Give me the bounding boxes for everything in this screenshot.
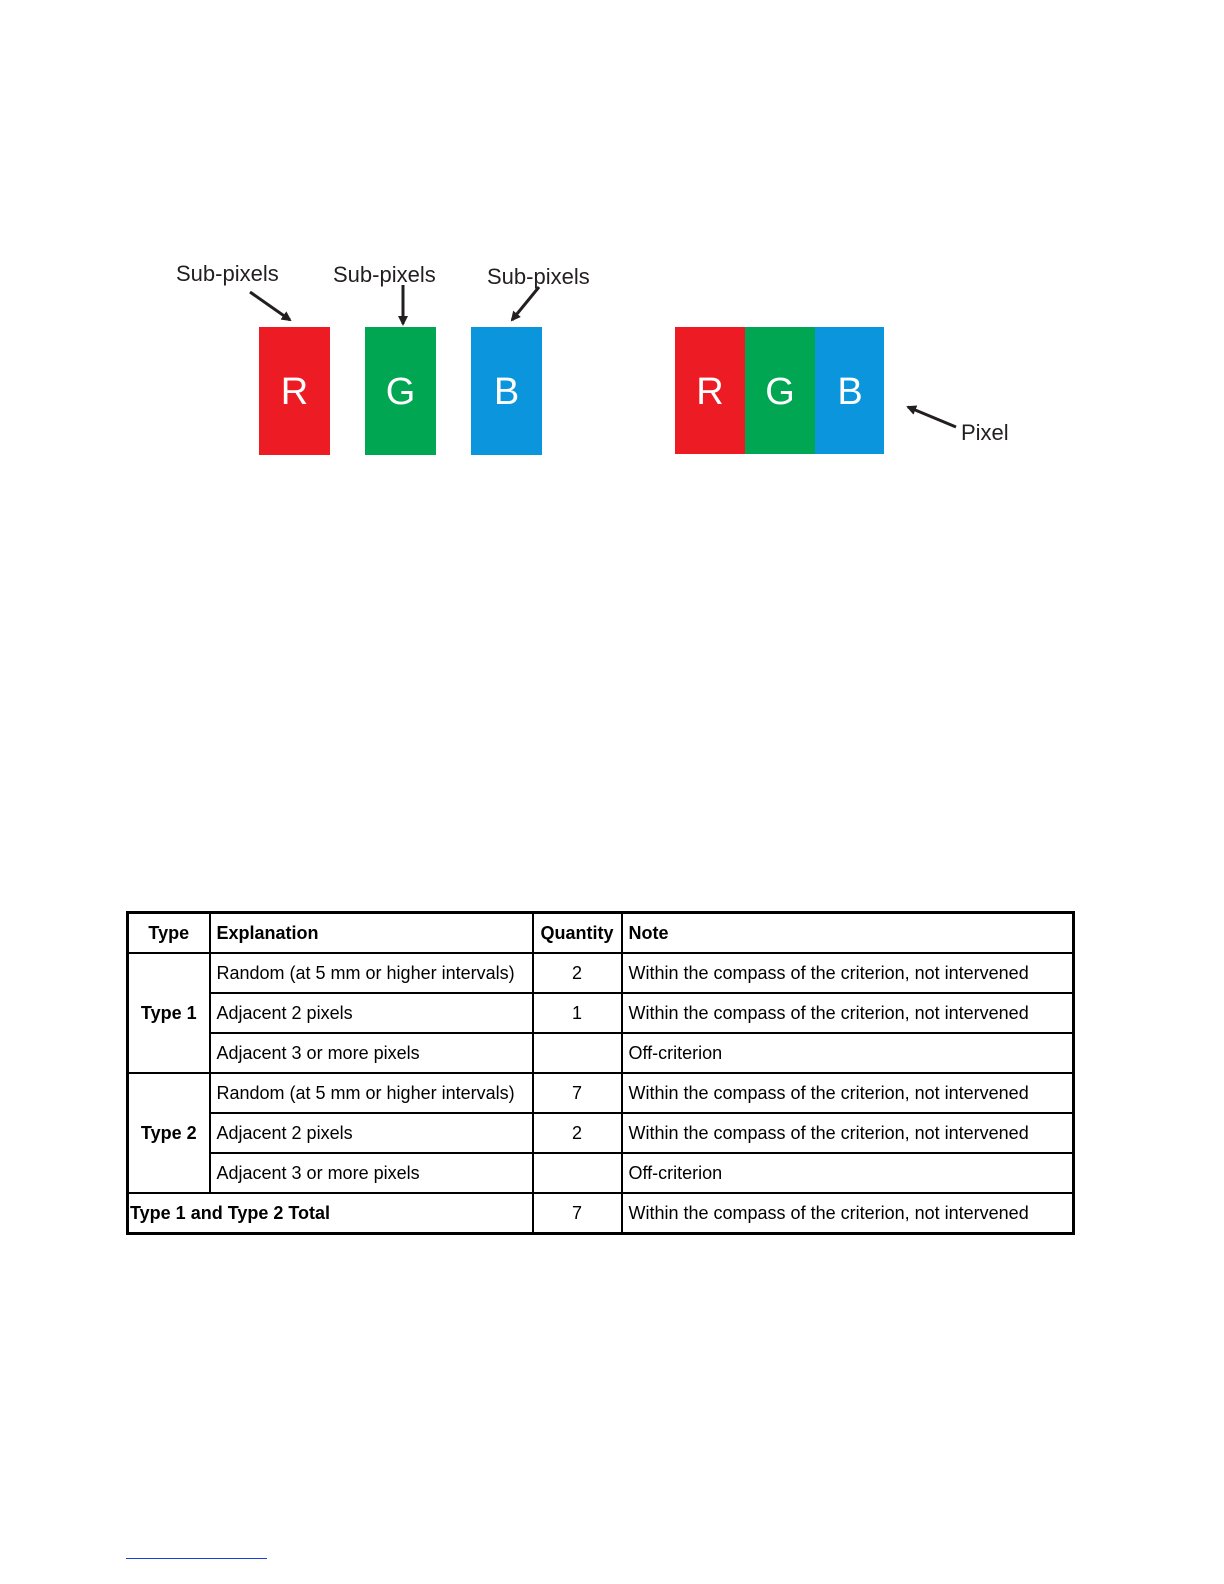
type-2-cell: Type 2	[128, 1073, 210, 1193]
subpixel-label-red: Sub-pixels	[176, 261, 279, 286]
table-header-row	[128, 913, 1074, 954]
type-1-cell: Type 1	[128, 953, 210, 1073]
quantity-cell: 1	[533, 993, 622, 1033]
table-row	[128, 953, 1074, 993]
defect-criteria-table	[126, 911, 1075, 1235]
quantity-cell: 7	[533, 1073, 622, 1113]
quantity-cell: 2	[533, 1113, 622, 1153]
subpixel-blue-letter: B	[493, 371, 520, 413]
table-total-row	[128, 1193, 1074, 1234]
table-row	[128, 1113, 1074, 1153]
arrow-to-pixel	[908, 407, 956, 427]
explanation-cell: Adjacent 3 or more pixels	[210, 1153, 533, 1193]
pixel-red-letter: R	[696, 371, 724, 413]
explanation-cell: Adjacent 3 or more pixels	[210, 1033, 533, 1073]
quantity-cell	[533, 1153, 622, 1193]
pixel-green-letter: G	[765, 371, 795, 413]
table-row	[128, 1153, 1074, 1193]
quantity-cell	[533, 1033, 622, 1073]
note-cell: Within the compass of the criterion, not intervened	[622, 993, 1074, 1033]
subpixel-red-letter: R	[280, 371, 309, 413]
note-cell: Off-criterion	[622, 1033, 1074, 1073]
pixel-blue-letter: B	[837, 371, 863, 413]
explanation-cell: Random (at 5 mm or higher intervals)	[210, 1073, 533, 1113]
footnote-separator	[126, 1558, 267, 1559]
header-note: Note	[622, 913, 1074, 954]
subpixel-label-green: Sub-pixels	[333, 262, 436, 287]
total-label-cell: Type 1 and Type 2 Total	[128, 1193, 533, 1234]
explanation-cell: Adjacent 2 pixels	[210, 993, 533, 1033]
explanation-cell: Adjacent 2 pixels	[210, 1113, 533, 1153]
arrow-to-red-subpixel	[250, 292, 290, 320]
explanation-cell: Random (at 5 mm or higher intervals)	[210, 953, 533, 993]
table-row	[128, 993, 1074, 1033]
note-cell: Within the compass of the criterion, not intervened	[622, 1113, 1074, 1153]
note-cell: Off-criterion	[622, 1153, 1074, 1193]
quantity-cell: 2	[533, 953, 622, 993]
header-quantity: Quantity	[533, 913, 622, 954]
total-quantity-cell: 7	[533, 1193, 622, 1234]
header-type: Type	[128, 913, 210, 954]
total-note-cell: Within the compass of the criterion, not intervened	[622, 1193, 1074, 1234]
note-cell: Within the compass of the criterion, not intervened	[622, 953, 1074, 993]
table-row	[128, 1033, 1074, 1073]
header-explanation: Explanation	[210, 913, 533, 954]
subpixel-label-blue: Sub-pixels	[487, 264, 590, 289]
pixel-label: Pixel	[961, 420, 1009, 445]
subpixel-green-letter: G	[385, 371, 416, 413]
table-row	[128, 1073, 1074, 1113]
subpixel-figure	[0, 0, 1224, 520]
note-cell: Within the compass of the criterion, not intervened	[622, 1073, 1074, 1113]
subpixel-diagram	[0, 0, 1224, 520]
arrow-to-blue-subpixel	[512, 287, 539, 320]
